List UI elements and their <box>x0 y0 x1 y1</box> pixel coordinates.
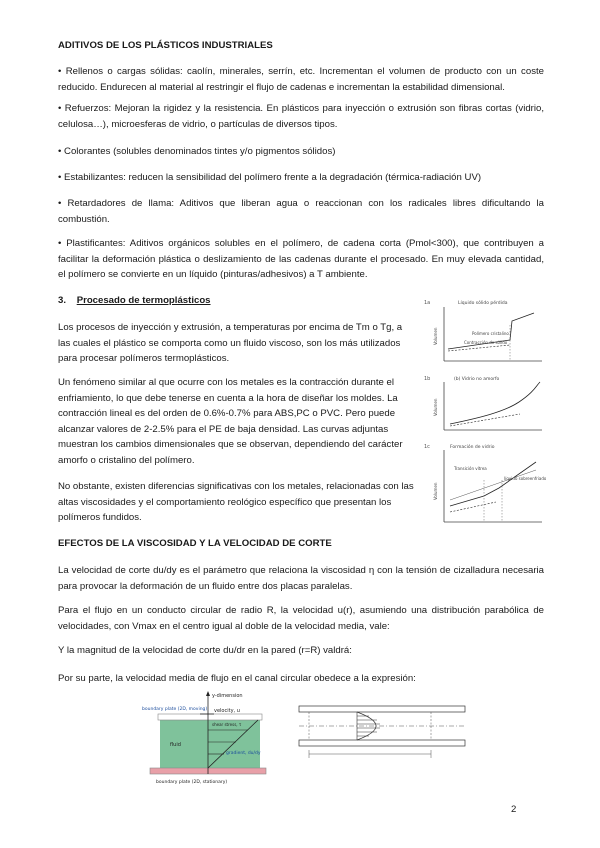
volume-curve-crystalline-figure <box>424 295 546 367</box>
fluid-label: fluid <box>170 742 181 748</box>
paragraph-diferencias: No obstante, existen diferencias significativas con los metales, relacionadas con las altas viscosidades y el comportamiento reológico específico que presentan los polímeros fundidos. <box>58 481 414 523</box>
pipe-flow-figure <box>295 700 467 762</box>
fig1-y-label: Volumen <box>433 327 438 345</box>
fig3-title: Formación de vidrio <box>450 445 495 450</box>
velocity-label: velocity, u <box>214 708 240 714</box>
fig1-curve-label: Polímero cristalino <box>472 331 509 336</box>
paragraph-magnitud: Y la magnitud de la velocidad de corte du/dr en la pared (r=R) valdrá: <box>58 645 352 656</box>
boundary-bottom-label: boundary plate (2D, stationary) <box>156 780 228 785</box>
fig2-y-label: Volumen <box>433 398 438 416</box>
bullet-refuerzos: • Refuerzos: Mejoran la rigidez y la resistencia. En plásticos para inyección o extrusión son fibras cortas (vidrio, celulosa…), microesferas de vidrio, o partículas de diversos tipos. <box>58 103 544 130</box>
bullet-colorantes: • Colorantes (solubles denominados tintes y/o pigmentos sólidos) <box>58 146 336 157</box>
boundary-top-label: boundary plate (2D, moving) <box>142 707 208 712</box>
shear-stress-label: shear stress, τ <box>212 722 242 727</box>
volume-curve-amorphous-figure <box>424 372 546 434</box>
paragraph-flujo-conducto: Para el flujo en un conducto circular de radio R, la velocidad u(r), asumiendo una distribución parabólica de velocidades, con Vmax en el centro igual al doble de la velocidad media, vale: <box>58 605 544 632</box>
svg-text:1b: 1b <box>424 376 431 382</box>
fig3-curve2-label: líquido sobreenfriado <box>504 476 546 481</box>
fig1-curve2-label: Contracción de sólido <box>464 340 508 345</box>
fig3-curve1-label: Transición vítrea <box>454 466 487 471</box>
heading-aditivos: ADITIVOS DE LOS PLÁSTICOS INDUSTRIALES <box>58 40 273 51</box>
paragraph-contraccion: Un fenómeno similar al que ocurre con los metales es la contracción durante el enfriamiento, lo que debe tenerse en cuenta a la hora de diseñar los moldes. La contracción lineal es del orden de 0.6%-0.7% para ABS,PC o PVC. Pero puede alcanzar valores de 2-2.5% para el PE de baja densidad. Las curvas adjuntas muestran los cambios dimensionales que se observan, dependiendo del carácter amorfo o cristalino del polímero. <box>58 377 403 466</box>
heading-viscosidad: EFECTOS DE LA VISCOSIDAD Y LA VELOCIDAD DE CORTE <box>58 538 332 549</box>
fig3-y-label: Volumen <box>433 482 438 500</box>
bullet-retardadores: • Retardadores de llama: Aditivos que liberan agua o reaccionan con los radicales libres dificultando la combustión. <box>58 198 544 225</box>
bullet-rellenos: • Rellenos o cargas sólidas: caolín, minerales, serrín, etc. Incrementan el volumen de producto con un coste reducido. Endurecen al material al restringir el flujo de cadenas e incrementan la estabilidad dimensional. <box>58 66 544 93</box>
page-number: 2 <box>511 804 517 815</box>
bullet-estabilizantes: • Estabilizantes: reducen la sensibilidad del polímero frente a la degradación (térmica-radiación UV) <box>58 172 482 183</box>
section-title: Procesado de termoplásticos <box>76 295 211 306</box>
couette-flow-figure <box>140 690 280 788</box>
fig1-title: Líquido sólido pérdida <box>458 301 508 306</box>
paragraph-velocidad-corte: La velocidad de corte du/dy es el parámetro que relaciona la viscosidad η con la tensión de cizalladura necesaria para provocar la deformación de un fluido entre dos placas paralelas. <box>58 565 544 592</box>
gradient-label: gradient, du/dy <box>226 751 261 756</box>
paragraph-procesos: Los procesos de inyección y extrusión, a temperaturas por encima de Tm o Tg, a las cuales el plástico se comporta como un fluido viscoso, son los más utilizados para procesar polímeros termoplásticos. <box>58 322 403 364</box>
svg-text:1a: 1a <box>424 300 431 306</box>
fig2-title: (b) Vidrio no amorfo <box>454 377 500 382</box>
bullet-plastificantes: • Plastificantes: Aditivos orgánicos solubles en el polímero, de cadena corta (Pmol<300), que contribuyen a facilitar la deformación plástica o deslizamiento de las cadenas durante el procesado. En muy elevada cantidad, el polímero se convierte en un líquido (pinturas/adhesivos) a T ambiente. <box>58 238 544 280</box>
section-number: 3. <box>58 295 67 306</box>
paragraph-velocidad-media: Por su parte, la velocidad media de flujo en el canal circular obedece a la expresión: <box>58 673 416 684</box>
volume-curve-glass-figure <box>424 440 546 530</box>
y-dimension-label: y-dimension <box>212 693 243 699</box>
heading-procesado <box>58 295 211 306</box>
svg-text:1c: 1c <box>424 444 430 450</box>
